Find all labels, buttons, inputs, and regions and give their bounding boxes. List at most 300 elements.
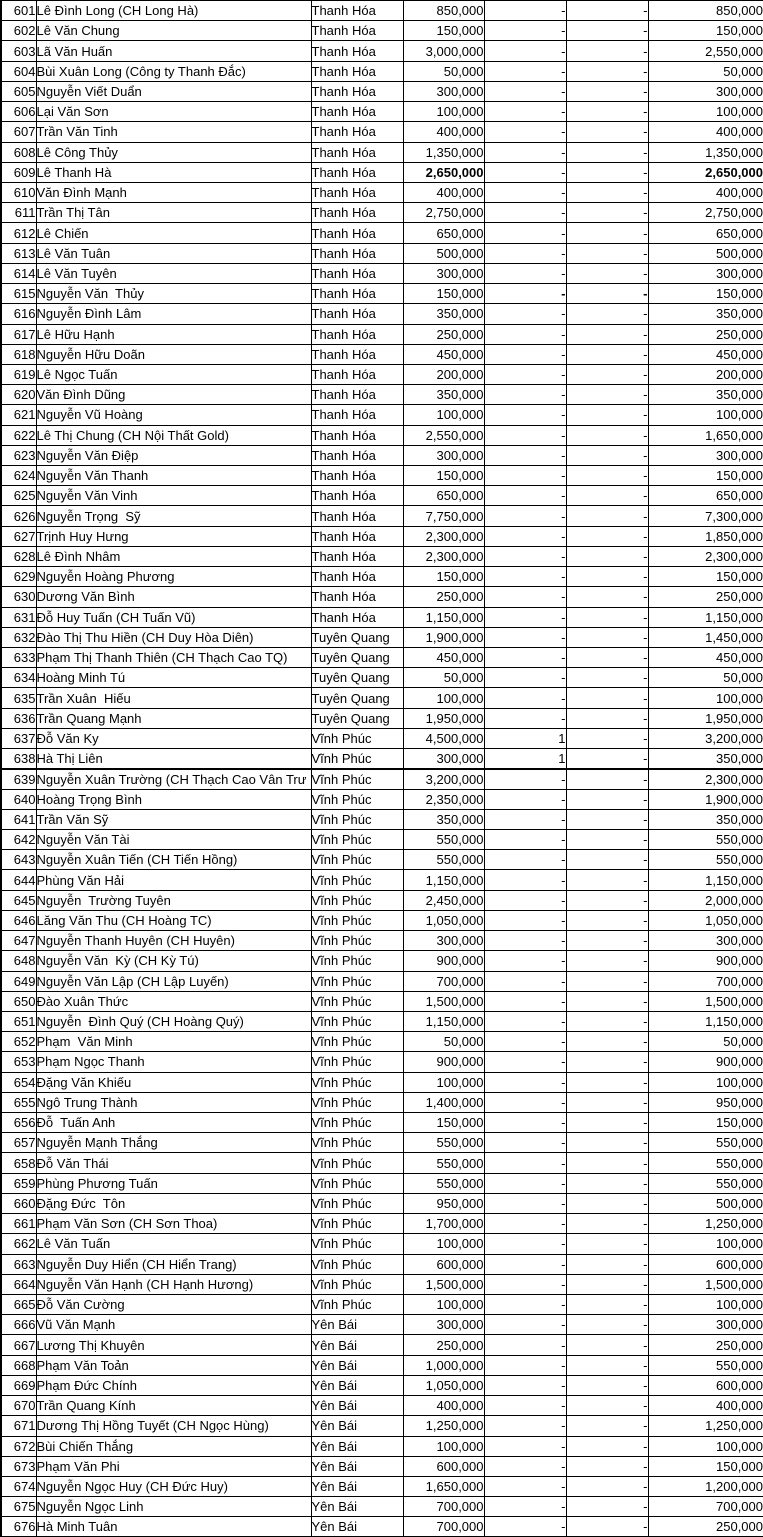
name-cell[interactable]: Lê Hữu Hạnh [36,324,311,344]
flag-cell[interactable]: - [484,223,566,243]
name-cell[interactable]: Đỗ Văn Ky [36,728,311,748]
flag-cell[interactable]: - [484,1173,566,1193]
flag-cell[interactable]: - [484,1436,566,1456]
name-cell[interactable]: Phạm Ngọc Thanh [36,1052,311,1072]
deduction-cell[interactable]: - [566,284,648,304]
name-cell[interactable]: Nguyễn Văn Vinh [36,486,311,506]
flag-cell[interactable]: - [484,344,566,364]
amount1-cell[interactable]: 500,000 [403,243,484,263]
amount2-cell[interactable]: 350,000 [648,809,763,829]
deduction-cell[interactable]: - [566,1497,648,1517]
name-cell[interactable]: Lê Chiến [36,223,311,243]
name-cell[interactable]: Lại Văn Sơn [36,102,311,122]
amount2-cell[interactable]: 600,000 [648,1254,763,1274]
province-cell[interactable]: Thanh Hóa [311,102,403,122]
deduction-cell[interactable]: - [566,102,648,122]
amount2-cell[interactable]: 1,850,000 [648,526,763,546]
amount1-cell[interactable]: 100,000 [403,1295,484,1315]
amount2-cell[interactable]: 450,000 [648,648,763,668]
deduction-cell[interactable]: - [566,1355,648,1375]
deduction-cell[interactable]: - [566,1032,648,1052]
province-cell[interactable]: Vĩnh Phúc [311,728,403,748]
name-cell[interactable]: Đỗ Văn Thái [36,1153,311,1173]
amount2-cell[interactable]: 200,000 [648,364,763,384]
flag-cell[interactable]: - [484,81,566,101]
row-no-cell[interactable]: 636 [1,708,36,728]
deduction-cell[interactable]: - [566,142,648,162]
amount1-cell[interactable]: 1,250,000 [403,1416,484,1436]
flag-cell[interactable]: - [484,1355,566,1375]
row-no-cell[interactable]: 617 [1,324,36,344]
amount2-cell[interactable]: 100,000 [648,405,763,425]
amount1-cell[interactable]: 400,000 [403,182,484,202]
province-cell[interactable]: Thanh Hóa [311,425,403,445]
flag-cell[interactable]: - [484,385,566,405]
name-cell[interactable]: Lê Ngọc Tuấn [36,364,311,384]
amount1-cell[interactable]: 150,000 [403,567,484,587]
deduction-cell[interactable]: - [566,506,648,526]
province-cell[interactable]: Vĩnh Phúc [311,850,403,870]
amount2-cell[interactable]: 400,000 [648,122,763,142]
amount1-cell[interactable]: 550,000 [403,1153,484,1173]
name-cell[interactable]: Nguyễn Đình Lâm [36,304,311,324]
deduction-cell[interactable]: - [566,466,648,486]
province-cell[interactable]: Thanh Hóa [311,81,403,101]
flag-cell[interactable]: - [484,1295,566,1315]
row-no-cell[interactable]: 628 [1,546,36,566]
deduction-cell[interactable]: - [566,1214,648,1234]
flag-cell[interactable]: - [484,1254,566,1274]
deduction-cell[interactable]: - [566,567,648,587]
deduction-cell[interactable]: - [566,344,648,364]
amount1-cell[interactable]: 650,000 [403,486,484,506]
amount1-cell[interactable]: 1,050,000 [403,910,484,930]
amount1-cell[interactable]: 300,000 [403,749,484,769]
row-no-cell[interactable]: 633 [1,648,36,668]
row-no-cell[interactable]: 668 [1,1355,36,1375]
amount2-cell[interactable]: 550,000 [648,1173,763,1193]
name-cell[interactable]: Hoàng Minh Tú [36,668,311,688]
flag-cell[interactable]: - [484,1032,566,1052]
amount1-cell[interactable]: 550,000 [403,829,484,849]
amount2-cell[interactable]: 1,500,000 [648,1274,763,1294]
province-cell[interactable]: Vĩnh Phúc [311,991,403,1011]
deduction-cell[interactable]: - [566,728,648,748]
flag-cell[interactable]: - [484,850,566,870]
name-cell[interactable]: Bùi Xuân Long (Công ty Thanh Đắc) [36,61,311,81]
flag-cell[interactable]: - [484,991,566,1011]
province-cell[interactable]: Vĩnh Phúc [311,809,403,829]
amount1-cell[interactable]: 2,350,000 [403,789,484,809]
amount2-cell[interactable]: 2,300,000 [648,769,763,789]
province-cell[interactable]: Thanh Hóa [311,466,403,486]
province-cell[interactable]: Thanh Hóa [311,486,403,506]
row-no-cell[interactable]: 643 [1,850,36,870]
amount2-cell[interactable]: 150,000 [648,1456,763,1476]
row-no-cell[interactable]: 638 [1,749,36,769]
row-no-cell[interactable]: 616 [1,304,36,324]
row-no-cell[interactable]: 648 [1,951,36,971]
row-no-cell[interactable]: 631 [1,607,36,627]
deduction-cell[interactable]: - [566,910,648,930]
province-cell[interactable]: Thanh Hóa [311,405,403,425]
row-no-cell[interactable]: 651 [1,1011,36,1031]
name-cell[interactable]: Trần Quang Kính [36,1396,311,1416]
deduction-cell[interactable]: - [566,991,648,1011]
amount1-cell[interactable]: 1,000,000 [403,1355,484,1375]
name-cell[interactable]: Phạm Đức Chính [36,1375,311,1395]
amount1-cell[interactable]: 650,000 [403,223,484,243]
deduction-cell[interactable]: - [566,486,648,506]
flag-cell[interactable]: - [484,1214,566,1234]
province-cell[interactable]: Thanh Hóa [311,243,403,263]
row-no-cell[interactable]: 615 [1,284,36,304]
flag-cell[interactable]: - [484,890,566,910]
row-no-cell[interactable]: 649 [1,971,36,991]
row-no-cell[interactable]: 632 [1,627,36,647]
row-no-cell[interactable]: 639 [1,769,36,789]
deduction-cell[interactable]: - [566,445,648,465]
amount1-cell[interactable]: 1,700,000 [403,1214,484,1234]
amount2-cell[interactable]: 1,900,000 [648,789,763,809]
deduction-cell[interactable]: - [566,243,648,263]
row-no-cell[interactable]: 613 [1,243,36,263]
amount1-cell[interactable]: 900,000 [403,1052,484,1072]
flag-cell[interactable]: - [484,567,566,587]
deduction-cell[interactable]: - [566,1133,648,1153]
province-cell[interactable]: Tuyên Quang [311,688,403,708]
deduction-cell[interactable]: - [566,1295,648,1315]
deduction-cell[interactable]: - [566,223,648,243]
province-cell[interactable]: Vĩnh Phúc [311,749,403,769]
province-cell[interactable]: Yên Bái [311,1517,403,1537]
province-cell[interactable]: Vĩnh Phúc [311,1153,403,1173]
flag-cell[interactable]: - [484,203,566,223]
deduction-cell[interactable]: - [566,182,648,202]
province-cell[interactable]: Thanh Hóa [311,526,403,546]
flag-cell[interactable]: - [484,466,566,486]
flag-cell[interactable]: - [484,1011,566,1031]
row-no-cell[interactable]: 626 [1,506,36,526]
province-cell[interactable]: Thanh Hóa [311,61,403,81]
amount1-cell[interactable]: 50,000 [403,61,484,81]
amount2-cell[interactable]: 300,000 [648,445,763,465]
amount1-cell[interactable]: 600,000 [403,1456,484,1476]
amount2-cell[interactable]: 250,000 [648,1335,763,1355]
province-cell[interactable]: Yên Bái [311,1497,403,1517]
flag-cell[interactable]: - [484,769,566,789]
name-cell[interactable]: Phùng Phương Tuấn [36,1173,311,1193]
amount2-cell[interactable]: 1,150,000 [648,607,763,627]
deduction-cell[interactable]: - [566,829,648,849]
row-no-cell[interactable]: 646 [1,910,36,930]
row-no-cell[interactable]: 625 [1,486,36,506]
row-no-cell[interactable]: 659 [1,1173,36,1193]
flag-cell[interactable]: - [484,486,566,506]
amount1-cell[interactable]: 250,000 [403,1335,484,1355]
row-no-cell[interactable]: 641 [1,809,36,829]
flag-cell[interactable]: - [484,910,566,930]
flag-cell[interactable]: - [484,931,566,951]
amount2-cell[interactable]: 100,000 [648,1295,763,1315]
row-no-cell[interactable]: 605 [1,81,36,101]
name-cell[interactable]: Trần Xuân Hiếu [36,688,311,708]
deduction-cell[interactable]: - [566,1,648,21]
province-cell[interactable]: Thanh Hóa [311,1,403,21]
amount2-cell[interactable]: 300,000 [648,931,763,951]
deduction-cell[interactable]: - [566,1436,648,1456]
name-cell[interactable]: Văn Đình Dũng [36,385,311,405]
row-no-cell[interactable]: 627 [1,526,36,546]
name-cell[interactable]: Ngô Trung Thành [36,1092,311,1112]
deduction-cell[interactable]: - [566,304,648,324]
amount2-cell[interactable]: 300,000 [648,263,763,283]
row-no-cell[interactable]: 608 [1,142,36,162]
province-cell[interactable]: Thanh Hóa [311,445,403,465]
name-cell[interactable]: Phạm Văn Sơn (CH Sơn Thoa) [36,1214,311,1234]
province-cell[interactable]: Vĩnh Phúc [311,1072,403,1092]
row-no-cell[interactable]: 673 [1,1456,36,1476]
row-no-cell[interactable]: 670 [1,1396,36,1416]
flag-cell[interactable]: - [484,870,566,890]
deduction-cell[interactable]: - [566,870,648,890]
row-no-cell[interactable]: 657 [1,1133,36,1153]
deduction-cell[interactable]: - [566,1416,648,1436]
flag-cell[interactable]: - [484,162,566,182]
province-cell[interactable]: Tuyên Quang [311,648,403,668]
row-no-cell[interactable]: 672 [1,1436,36,1456]
deduction-cell[interactable]: - [566,1335,648,1355]
flag-cell[interactable]: - [484,182,566,202]
deduction-cell[interactable]: - [566,971,648,991]
row-no-cell[interactable]: 618 [1,344,36,364]
amount2-cell[interactable]: 500,000 [648,243,763,263]
row-no-cell[interactable]: 622 [1,425,36,445]
deduction-cell[interactable]: - [566,364,648,384]
amount2-cell[interactable]: 550,000 [648,1355,763,1375]
name-cell[interactable]: Đào Xuân Thức [36,991,311,1011]
amount1-cell[interactable]: 2,650,000 [403,162,484,182]
amount1-cell[interactable]: 400,000 [403,122,484,142]
amount2-cell[interactable]: 3,200,000 [648,728,763,748]
name-cell[interactable]: Đỗ Huy Tuấn (CH Tuấn Vũ) [36,607,311,627]
name-cell[interactable]: Phạm Văn Minh [36,1032,311,1052]
amount2-cell[interactable]: 50,000 [648,61,763,81]
name-cell[interactable]: Nguyễn Ngọc Huy (CH Đức Huy) [36,1476,311,1496]
flag-cell[interactable]: - [484,607,566,627]
name-cell[interactable]: Nguyễn Văn Lập (CH Lập Luyến) [36,971,311,991]
amount2-cell[interactable]: 1,350,000 [648,142,763,162]
deduction-cell[interactable]: - [566,1052,648,1072]
flag-cell[interactable]: - [484,1234,566,1254]
amount1-cell[interactable]: 700,000 [403,1497,484,1517]
deduction-cell[interactable]: - [566,1072,648,1092]
amount2-cell[interactable]: 400,000 [648,182,763,202]
amount2-cell[interactable]: 1,150,000 [648,870,763,890]
deduction-cell[interactable]: - [566,749,648,769]
amount1-cell[interactable]: 2,450,000 [403,890,484,910]
province-cell[interactable]: Thanh Hóa [311,304,403,324]
amount2-cell[interactable]: 350,000 [648,749,763,769]
amount1-cell[interactable]: 300,000 [403,931,484,951]
row-no-cell[interactable]: 653 [1,1052,36,1072]
name-cell[interactable]: Nguyễn Đình Quý (CH Hoàng Quý) [36,1011,311,1031]
amount1-cell[interactable]: 550,000 [403,1133,484,1153]
flag-cell[interactable]: - [484,1052,566,1072]
flag-cell[interactable]: - [484,122,566,142]
deduction-cell[interactable]: - [566,769,648,789]
flag-cell[interactable]: - [484,829,566,849]
amount1-cell[interactable]: 550,000 [403,1173,484,1193]
flag-cell[interactable]: - [484,1153,566,1173]
name-cell[interactable]: Lăng Văn Thu (CH Hoàng TC) [36,910,311,930]
deduction-cell[interactable]: - [566,931,648,951]
amount1-cell[interactable]: 150,000 [403,21,484,41]
amount2-cell[interactable]: 600,000 [648,1375,763,1395]
amount2-cell[interactable]: 450,000 [648,344,763,364]
amount1-cell[interactable]: 4,500,000 [403,728,484,748]
amount1-cell[interactable]: 3,200,000 [403,769,484,789]
deduction-cell[interactable]: - [566,324,648,344]
name-cell[interactable]: Hoàng Trọng Bình [36,789,311,809]
row-no-cell[interactable]: 669 [1,1375,36,1395]
name-cell[interactable]: Lê Văn Tuân [36,243,311,263]
row-no-cell[interactable]: 662 [1,1234,36,1254]
deduction-cell[interactable]: - [566,1234,648,1254]
deduction-cell[interactable]: - [566,1315,648,1335]
amount1-cell[interactable]: 1,150,000 [403,1011,484,1031]
deduction-cell[interactable]: - [566,405,648,425]
amount2-cell[interactable]: 900,000 [648,951,763,971]
deduction-cell[interactable]: - [566,587,648,607]
province-cell[interactable]: Vĩnh Phúc [311,1133,403,1153]
deduction-cell[interactable]: - [566,607,648,627]
row-no-cell[interactable]: 655 [1,1092,36,1112]
province-cell[interactable]: Vĩnh Phúc [311,1274,403,1294]
deduction-cell[interactable]: - [566,1456,648,1476]
amount2-cell[interactable]: 550,000 [648,829,763,849]
deduction-cell[interactable]: - [566,385,648,405]
province-cell[interactable]: Thanh Hóa [311,324,403,344]
name-cell[interactable]: Nguyễn Mạnh Thắng [36,1133,311,1153]
amount2-cell[interactable]: 850,000 [648,1,763,21]
row-no-cell[interactable]: 623 [1,445,36,465]
amount2-cell[interactable]: 50,000 [648,668,763,688]
amount1-cell[interactable]: 900,000 [403,951,484,971]
province-cell[interactable]: Vĩnh Phúc [311,951,403,971]
name-cell[interactable]: Nguyễn Xuân Tiến (CH Tiến Hồng) [36,850,311,870]
flag-cell[interactable]: - [484,1476,566,1496]
province-cell[interactable]: Yên Bái [311,1436,403,1456]
row-no-cell[interactable]: 654 [1,1072,36,1092]
deduction-cell[interactable]: - [566,688,648,708]
name-cell[interactable]: Đặng Đức Tôn [36,1193,311,1213]
flag-cell[interactable]: - [484,971,566,991]
flag-cell[interactable]: - [484,809,566,829]
deduction-cell[interactable]: - [566,648,648,668]
amount2-cell[interactable]: 1,200,000 [648,1476,763,1496]
amount1-cell[interactable]: 350,000 [403,304,484,324]
flag-cell[interactable]: - [484,1072,566,1092]
row-no-cell[interactable]: 674 [1,1476,36,1496]
amount1-cell[interactable]: 100,000 [403,1072,484,1092]
name-cell[interactable]: Nguyễn Hữu Doãn [36,344,311,364]
name-cell[interactable]: Nguyễn Văn Hạnh (CH Hạnh Hương) [36,1274,311,1294]
amount1-cell[interactable]: 1,650,000 [403,1476,484,1496]
province-cell[interactable]: Tuyên Quang [311,708,403,728]
flag-cell[interactable]: - [484,587,566,607]
flag-cell[interactable]: - [484,263,566,283]
amount2-cell[interactable]: 1,050,000 [648,910,763,930]
amount2-cell[interactable]: 100,000 [648,688,763,708]
amount1-cell[interactable]: 1,500,000 [403,991,484,1011]
deduction-cell[interactable]: - [566,1011,648,1031]
name-cell[interactable]: Phạm Thị Thanh Thiên (CH Thạch Cao TQ) [36,648,311,668]
flag-cell[interactable]: - [484,1,566,21]
deduction-cell[interactable]: - [566,1173,648,1193]
flag-cell[interactable]: - [484,41,566,61]
row-no-cell[interactable]: 612 [1,223,36,243]
amount2-cell[interactable]: 150,000 [648,1113,763,1133]
amount2-cell[interactable]: 100,000 [648,1436,763,1456]
flag-cell[interactable]: - [484,648,566,668]
row-no-cell[interactable]: 675 [1,1497,36,1517]
deduction-cell[interactable]: - [566,890,648,910]
row-no-cell[interactable]: 640 [1,789,36,809]
flag-cell[interactable]: - [484,506,566,526]
deduction-cell[interactable]: - [566,1517,648,1537]
deduction-cell[interactable]: - [566,122,648,142]
name-cell[interactable]: Dương Thị Hồng Tuyết (CH Ngọc Hùng) [36,1416,311,1436]
amount2-cell[interactable]: 700,000 [648,971,763,991]
flag-cell[interactable]: - [484,364,566,384]
name-cell[interactable]: Vũ Văn Mạnh [36,1315,311,1335]
province-cell[interactable]: Vĩnh Phúc [311,910,403,930]
amount2-cell[interactable]: 1,250,000 [648,1416,763,1436]
flag-cell[interactable]: - [484,1133,566,1153]
amount1-cell[interactable]: 150,000 [403,466,484,486]
name-cell[interactable]: Nguyễn Trọng Sỹ [36,506,311,526]
deduction-cell[interactable]: - [566,81,648,101]
deduction-cell[interactable]: - [566,425,648,445]
flag-cell[interactable]: - [484,1375,566,1395]
deduction-cell[interactable]: - [566,708,648,728]
flag-cell[interactable]: - [484,1335,566,1355]
flag-cell[interactable]: - [484,61,566,81]
amount1-cell[interactable]: 2,550,000 [403,425,484,445]
province-cell[interactable]: Yên Bái [311,1315,403,1335]
flag-cell[interactable]: 1 [484,749,566,769]
amount1-cell[interactable]: 1,500,000 [403,1274,484,1294]
row-no-cell[interactable]: 606 [1,102,36,122]
province-cell[interactable]: Yên Bái [311,1416,403,1436]
deduction-cell[interactable]: - [566,203,648,223]
flag-cell[interactable]: - [484,1315,566,1335]
row-no-cell[interactable]: 661 [1,1214,36,1234]
amount2-cell[interactable]: 100,000 [648,1234,763,1254]
name-cell[interactable]: Trần Thị Tân [36,203,311,223]
amount1-cell[interactable]: 300,000 [403,445,484,465]
flag-cell[interactable]: - [484,668,566,688]
flag-cell[interactable]: - [484,1416,566,1436]
amount2-cell[interactable]: 150,000 [648,21,763,41]
province-cell[interactable]: Thanh Hóa [311,41,403,61]
amount1-cell[interactable]: 450,000 [403,344,484,364]
amount1-cell[interactable]: 450,000 [403,648,484,668]
province-cell[interactable]: Thanh Hóa [311,506,403,526]
flag-cell[interactable]: - [484,425,566,445]
row-no-cell[interactable]: 676 [1,1517,36,1537]
